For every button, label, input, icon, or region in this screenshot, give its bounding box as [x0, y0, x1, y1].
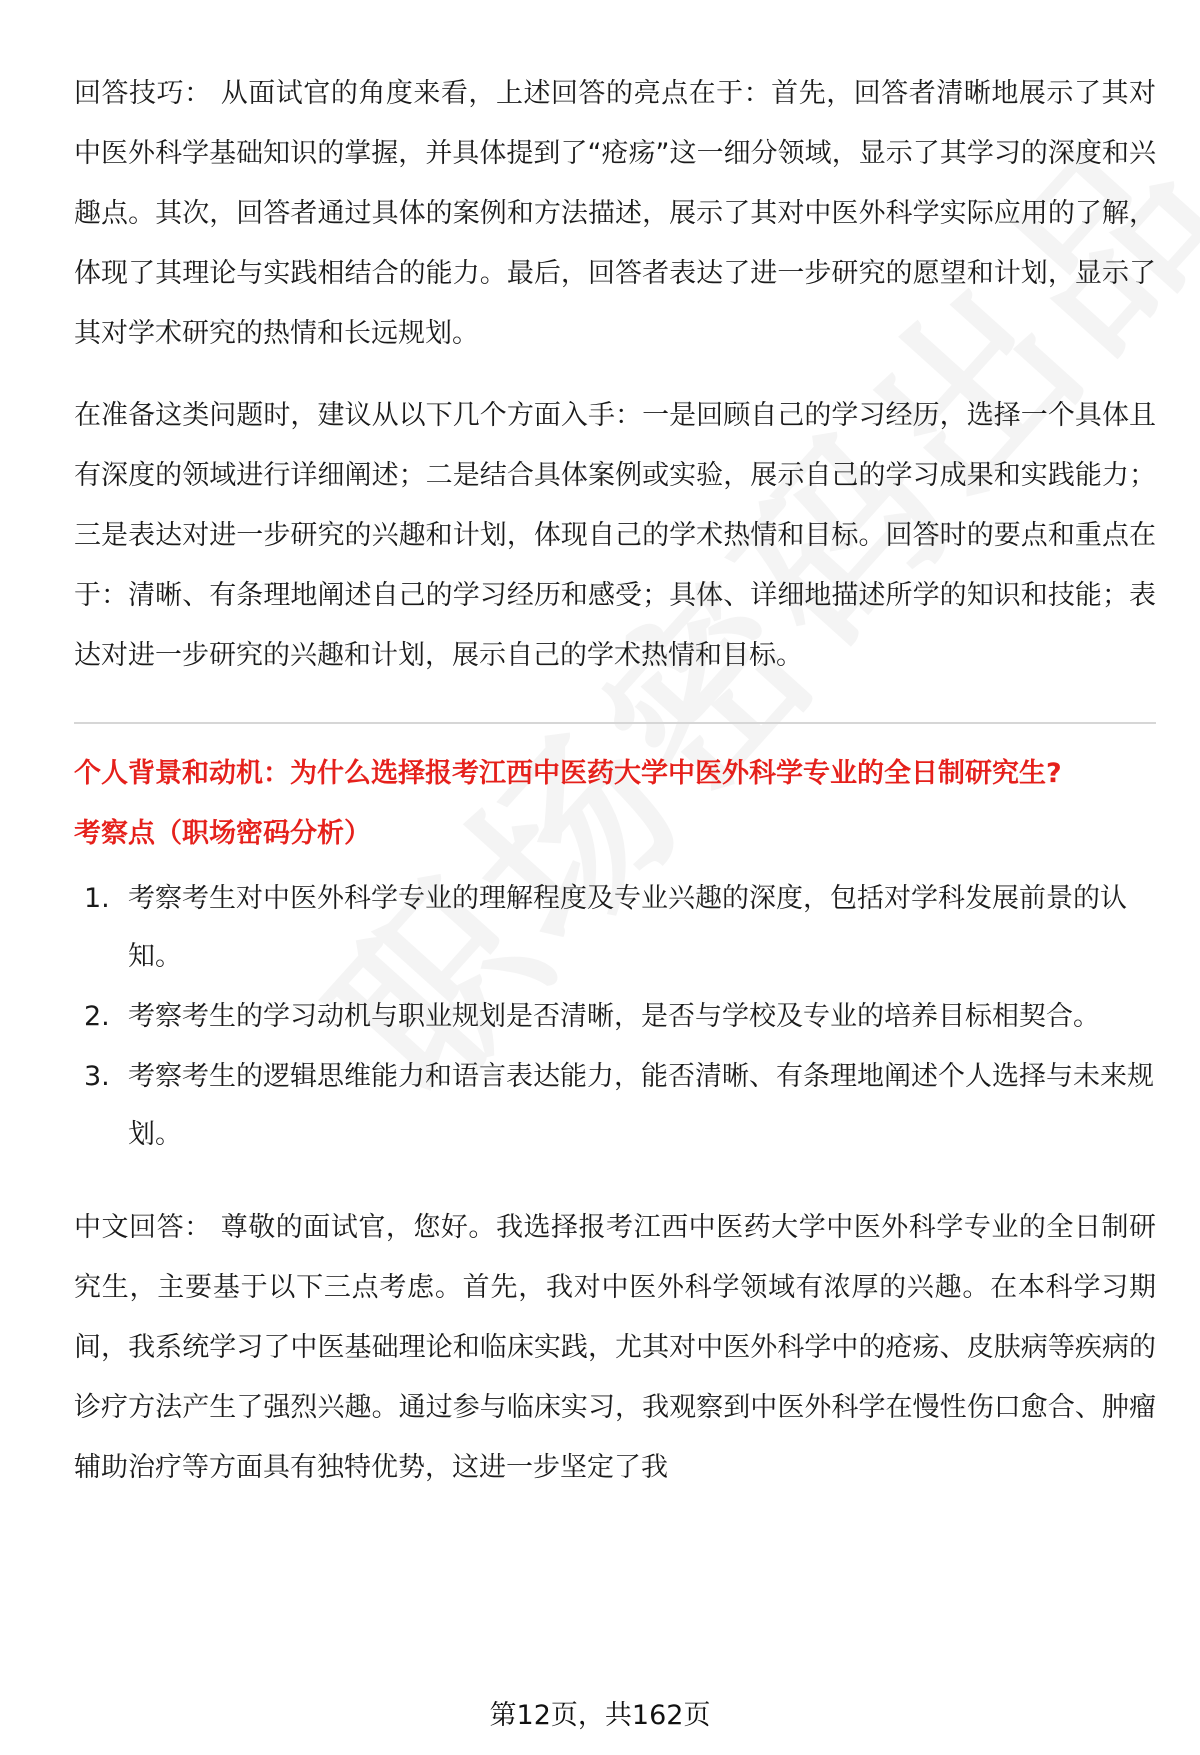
advice-paragraph: 在准备这类问题时，建议从以下几个方面入手：一是回顾自己的学习经历，选择一个具体且有深度的领域进行详细阐述；二是结合具体案例或实验，展示自己的学习成果和实践能力；三是表达对进一步研究的兴趣和计划，体现自己的学术热情和目标。回答时的要点和重点在于：清晰、有条理地阐述自己的学习经历和感受；具体、详细地描述所学的知识和技能；表达对进一步研究的兴趣和计划，展示自己的学术热情和目标。 [74, 400, 1156, 671]
document-page [74, 64, 1156, 1498]
chinese-answer-paragraph: 中文回答： 尊敬的面试官，您好。我选择报考江西中医药大学中医外科学专业的全日制研究生，主要基于以下三点考虑。首先，我对中医外科学领域有浓厚的兴趣。在本科学习期间，我系统学习了中医基础理论和临床实践，尤其对中医外科学中的疮疡、皮肤病等疾病的诊疗方法产生了强烈兴趣。通过参与临床实习，我观察到中医外科学在慢性伤口愈合、肿瘤辅助治疗等方面具有独特优势，这进一步坚定了我 [74, 1212, 1156, 1483]
list-item [74, 1048, 1156, 1164]
list-item [74, 870, 1156, 986]
list-text: 考察考生对中医外科学专业的理解程度及专业兴趣的深度，包括对学科发展前景的认知。 [128, 883, 1127, 972]
list-text: 考察考生的逻辑思维能力和语言表达能力，能否清晰、有条理地阐述个人选择与未来规划。 [128, 1061, 1154, 1150]
section-divider [74, 722, 1156, 724]
list-number: 3. [84, 1061, 110, 1092]
tips-paragraph: 回答技巧： 从面试官的角度来看，上述回答的亮点在于：首先，回答者清晰地展示了其对中医外科学基础知识的掌握，并具体提到了“疮疡”这一细分领域，显示了其学习的深度和兴趣点。其次，回答者通过具体的案例和方法描述，展示了其对中医外科学实际应用的了解，体现了其理论与实践相结合的能力。最后，回答者表达了进一步研究的愿望和计划，显示了其对学术研究的热情和长远规划。 [74, 78, 1156, 349]
list-number: 1. [84, 883, 110, 914]
question-title: 个人背景和动机：为什么选择报考江西中医药大学中医外科学专业的全日制研究生? [74, 758, 1062, 789]
assessment-subtitle: 考察点（职场密码分析） [74, 818, 371, 849]
list-text: 考察考生的学习动机与职业规划是否清晰，是否与学校及专业的培养目标相契合。 [128, 1001, 1100, 1032]
assessment-list [74, 870, 1156, 1164]
page-number: 第12页，共162页 [489, 1700, 711, 1731]
list-number: 2. [84, 1001, 110, 1032]
list-item [74, 988, 1156, 1046]
